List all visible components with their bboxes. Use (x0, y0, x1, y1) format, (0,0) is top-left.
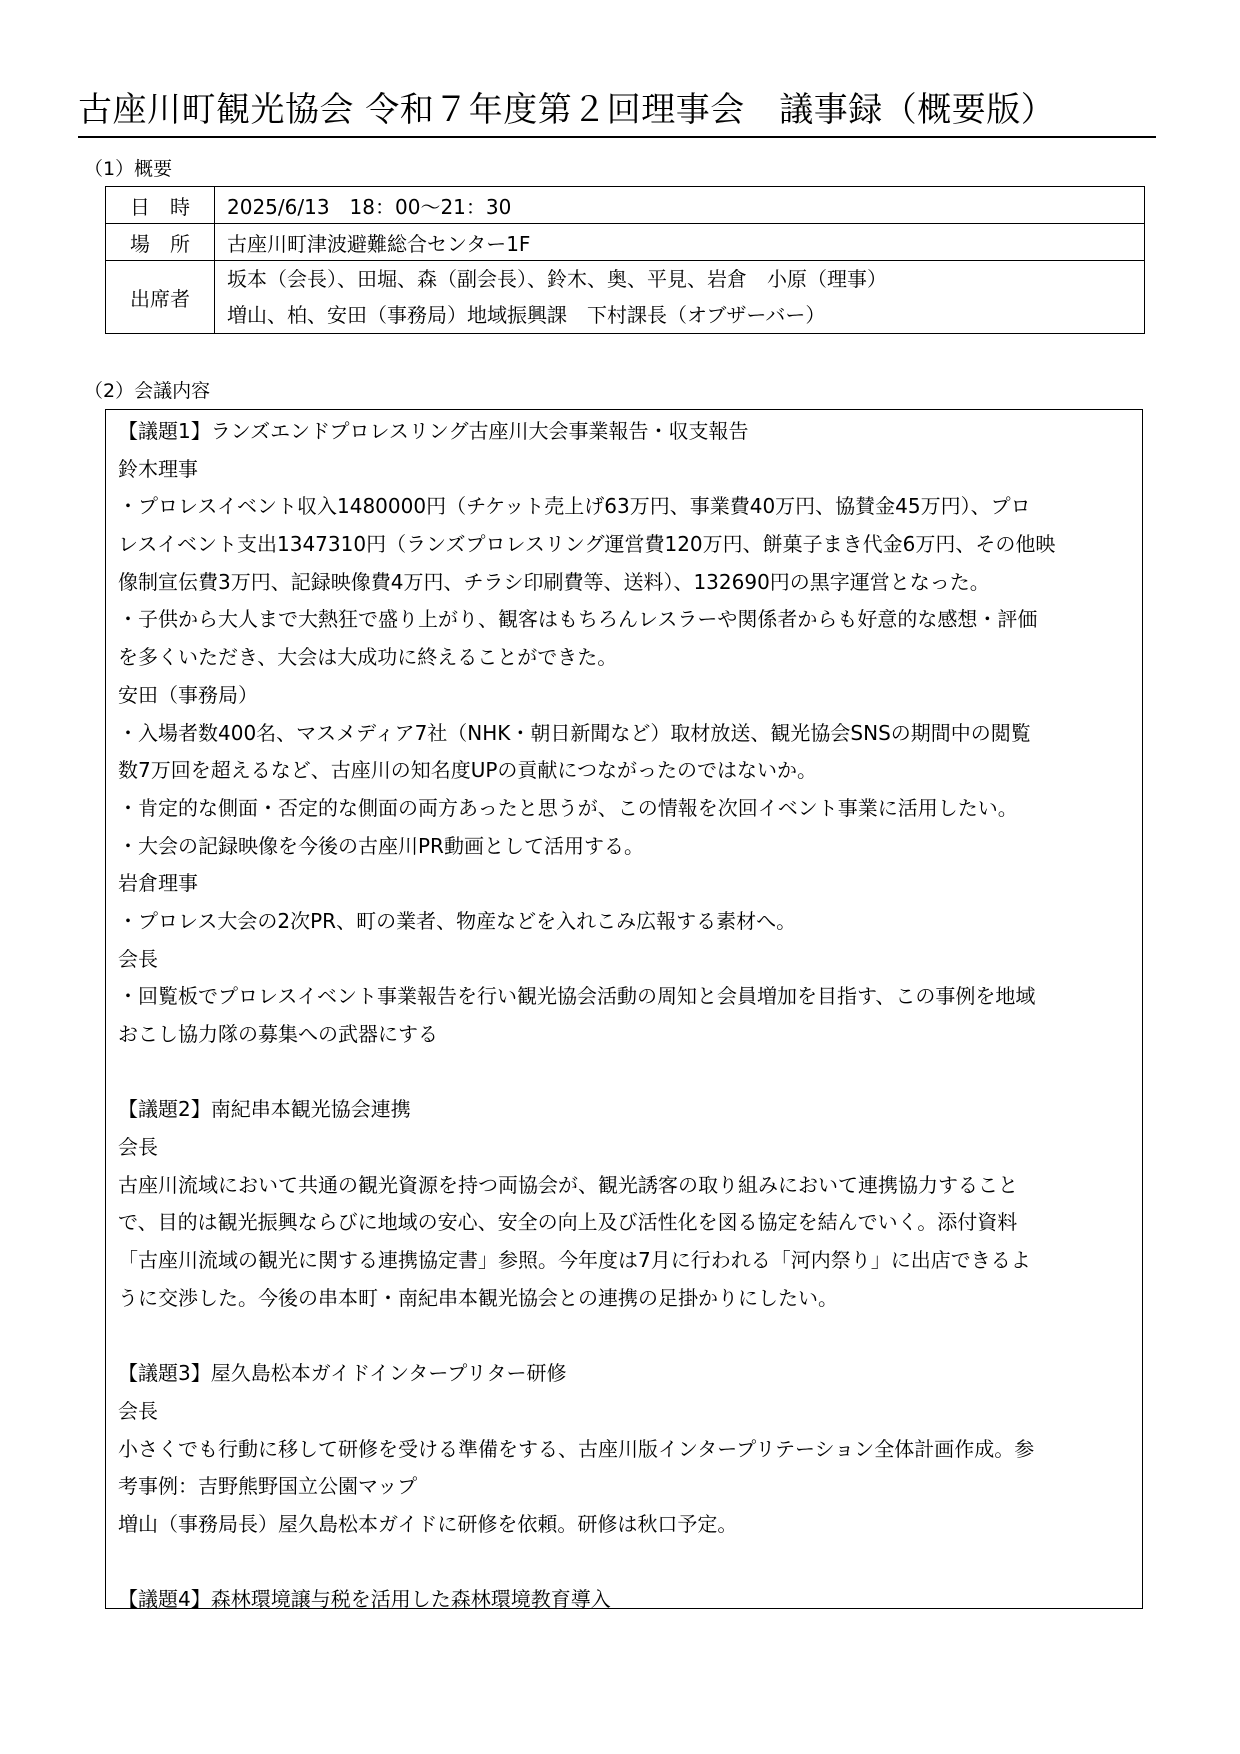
content-line: レスイベント支出1347310円（ランズプロレスリング運営費120万円、餅菓子まき代金6万円、その他映 (118, 532, 1056, 557)
page-title: 古座川町観光協会 令和７年度第２回理事会 議事録（概要版） (78, 86, 1156, 138)
content-line: ・子供から大人まで大熱狂で盛り上がり、観客はもちろんレスラーや関係者からも好意的な感想・評価 (118, 607, 1038, 632)
content-line: 会長 (118, 946, 158, 971)
attendees-line-2: 増山、柏、安田（事務局）地域振興課 下村課長（オブザーバー） (227, 303, 826, 327)
content-line: うに交渉した。今後の串本町・南紀串本観光協会との連携の足掛かりにしたい。 (118, 1285, 838, 1310)
content-line: ・大会の記録映像を今後の古座川PR動画として活用する。 (118, 833, 644, 858)
content-line: 小さくでも行動に移して研修を受ける準備をする、古座川版インタープリテーション全体計画作成。参 (118, 1436, 1035, 1461)
overview-row-attendees (106, 261, 1145, 334)
content-line: ・回覧板でプロレスイベント事業報告を行い観光協会活動の周知と会員増加を目指す、この事例を地域 (118, 984, 1036, 1009)
attendees-line-1: 坂本（会長）、田堀、森（副会長）、鈴木、奥、平見、岩倉 小原（理事） (227, 267, 887, 291)
overview-row-place (106, 224, 1145, 261)
content-line: 考事例：吉野熊野国立公園マップ (118, 1474, 418, 1499)
section-overview-label: （1）概要 (84, 158, 173, 180)
content-line: で、目的は観光振興ならびに地域の安心、安全の向上及び活性化を図る協定を結んでいく。添付資料 (118, 1210, 1018, 1235)
content-line: 「古座川流域の観光に関する連携協定書」参照。今年度は7月に行われる「河内祭り」に出店できるよ (118, 1248, 1031, 1273)
attendees-label: 出席者 (106, 261, 215, 334)
overview-row-date (106, 187, 1145, 224)
content-line: ・肯定的な側面・否定的な側面の両方あったと思うが、この情報を次回イベント事業に活用したい。 (118, 795, 1018, 820)
blank-line (118, 1544, 1132, 1582)
content-line: 鈴木理事 (118, 456, 198, 481)
agenda-heading: 【議題2】南紀串本観光協会連携 (118, 1097, 411, 1122)
content-line: 像制宣伝費3万円、記録映像費4万円、チラシ印刷費等、送料）、132690円の黒字運営となった。 (118, 569, 990, 594)
meeting-content-box (105, 409, 1143, 1609)
content-line: ・プロレスイベント収入1480000円（チケット売上げ63万円、事業費40万円、協賛金45万円）、プロ (118, 494, 1031, 519)
content-line: 安田（事務局） (118, 682, 258, 707)
content-line: ・プロレス大会の2次PR、町の業者、物産などを入れこみ広報する素材へ。 (118, 908, 797, 933)
place-label: 場 所 (106, 224, 215, 261)
content-line: 会長 (118, 1135, 158, 1160)
content-line: 数7万回を超えるなど、古座川の知名度UPの貢献につながったのではないか。 (118, 758, 818, 783)
date-value: 2025/6/13 18：00～21：30 (215, 187, 1145, 224)
content-line: を多くいただき、大会は大成功に終えることができた。 (118, 645, 618, 670)
place-value: 古座川町津波避難総合センター1F (215, 224, 1145, 261)
blank-line (118, 1054, 1132, 1092)
section-content-label: （2）会議内容 (84, 380, 211, 402)
content-line: おこし協力隊の募集への武器にする (118, 1022, 438, 1046)
attendees-value (215, 261, 1145, 334)
date-label: 日 時 (106, 187, 215, 224)
blank-line (118, 1318, 1132, 1356)
content-line: 会長 (118, 1398, 158, 1423)
content-line: 岩倉理事 (118, 871, 198, 896)
overview-table (105, 186, 1145, 334)
content-line: 古座川流域において共通の観光資源を持つ両協会が、観光誘客の取り組みにおいて連携協力すること (118, 1172, 1018, 1197)
content-line: ・入場者数400名、マスメディア7社（NHK・朝日新聞など）取材放送、観光協会SNSの期間中の閲覧 (118, 720, 1031, 745)
content-line: 増山（事務局長）屋久島松本ガイドに研修を依頼。研修は秋口予定。 (118, 1511, 738, 1536)
agenda-heading: 【議題1】ランズエンドプロレスリング古座川大会事業報告・収支報告 (118, 419, 749, 443)
meeting-content (106, 410, 1142, 1609)
agenda-heading: 【議題4】森林環境譲与税を活用した森林環境教育導入 (118, 1587, 611, 1609)
agenda-heading: 【議題3】屋久島松本ガイドインタープリター研修 (118, 1361, 567, 1386)
